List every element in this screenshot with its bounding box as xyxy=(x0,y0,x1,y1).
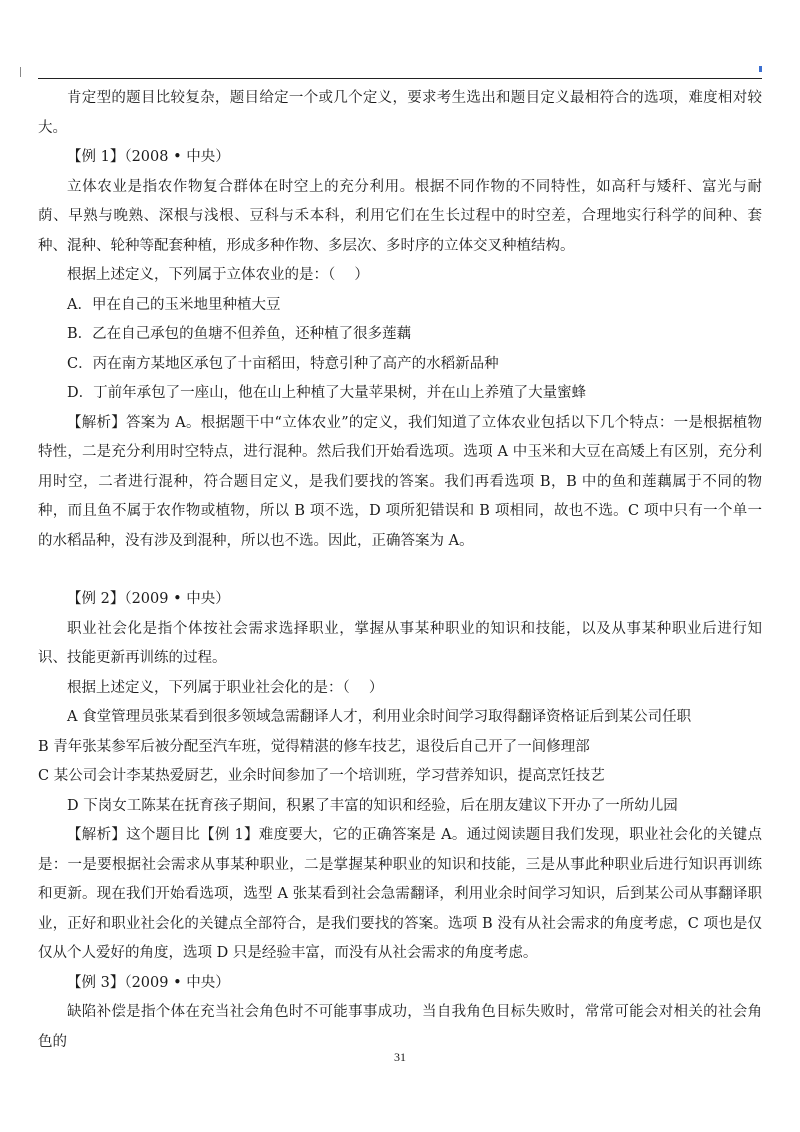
example-1-question: 根据上述定义，下列属于立体农业的是：（ ） xyxy=(67,267,369,283)
example-2-heading: 【例 2】（2009 • 中央） xyxy=(67,591,230,607)
example-1-option-b: B．乙在自己承包的鱼塘不但养鱼，还种植了很多莲藕 xyxy=(67,326,412,342)
example-1-option-a: A．甲在自己的玉米地里种植大豆 xyxy=(67,296,281,313)
example-2-option-c: C 某公司会计李某热爱厨艺，业余时间参加了一个培训班，学习营养知识，提高烹饪技艺 xyxy=(38,768,605,784)
intro-paragraph: 肯定型的题目比较复杂，题目给定一个或几个定义，要求考生选出和题目定义最相符合的选项，难度相对较大。 xyxy=(38,90,762,136)
example-1-option-c: C．丙在南方某地区承包了十亩稻田，特意引种了高产的水稻新品种 xyxy=(67,355,499,372)
document-body xyxy=(38,84,762,1057)
page-number: 31 xyxy=(394,1050,406,1064)
example-1-option-d: D．丁前年承包了一座山，他在山上种植了大量苹果树，并在山上养殖了大量蜜蜂 xyxy=(67,385,587,401)
margin-mark-left xyxy=(20,67,21,77)
example-1-analysis: 【解析】答案为 A。根据题干中“立体农业”的定义，我们知道了立体农业包括以下几个特点：一是根据植物特性，二是充分利用时空特点，进行混种。然后我们开始看选项。选项 A 中玉米和大豆在高矮上有区别，充分利用时空，二者进行混种，符合题目定义，是我们要找的答案。我们再看选项 B，B 中的鱼和莲藕属于不同的物种，而且鱼不属于农作物或植物，所以 B 项不选，D 项所犯错误和 B 项相同，故也不选。C 项中只有一个单一的水稻品种，没有涉及到混种，所以也不选。因此，正确答案为 A。 xyxy=(38,414,762,549)
header-rule xyxy=(38,78,762,79)
example-1-definition: 立体农业是指农作物复合群体在时空上的充分利用。根据不同作物的不同特性，如高秆与矮秆、富光与耐荫、早熟与晚熟、深根与浅根、豆科与禾本科，利用它们在生长过程中的时空差，合理地实行科学的间种、套种、混种、轮种等配套种植，形成多种作物、多层次、多时序的立体交叉种植结构。 xyxy=(38,178,762,254)
example-3-heading: 【例 3】（2009 • 中央） xyxy=(67,974,230,991)
example-2-definition: 职业社会化是指个体按社会需求选择职业，掌握从事某种职业的知识和技能，以及从事某种职业后进行知识、技能更新再训练的过程。 xyxy=(38,620,762,666)
margin-mark-right xyxy=(759,66,762,72)
example-3-definition: 缺陷补偿是指个体在充当社会角色时不可能事事成功，当自我角色目标失败时，常常可能会对相关的社会角色的 xyxy=(38,1004,762,1050)
example-1-heading: 【例 1】（2008 • 中央） xyxy=(67,149,230,165)
section-gap xyxy=(38,556,762,585)
example-2-analysis: 【解析】这个题目比【例 1】难度要大，它的正确答案是 A。通过阅读题目我们发现，职业社会化的关键点是：一是要根据社会需求从事某种职业，二是掌握某种职业的知识和技能，三是从事此种职业后进行知识再训练和更新。现在我们开始看选项，选型 A 张某看到社会急需翻译，利用业余时间学习知识，后到某公司从事翻译职业，正好和职业社会化的关键点全部符合，是我们要找的答案。选项 B 没有从社会需求的角度考虑，C 项也是仅仅从个人爱好的角度，选项 D 只是经验丰富，而没有从社会需求的角度考虑。 xyxy=(38,827,762,961)
example-2-option-a: A 食堂管理员张某看到很多领域急需翻译人才，利用业余时间学习取得翻译资格证后到某公司任职 xyxy=(67,709,692,725)
example-2-option-b: B 青年张某参军后被分配至汽车班，觉得精湛的修车技艺，退役后自己开了一间修理部 xyxy=(38,738,590,755)
example-2-question: 根据上述定义，下列属于职业社会化的是：（ ） xyxy=(67,679,384,696)
example-2-option-d: D 下岗女工陈某在抚育孩子期间，积累了丰富的知识和经验，后在朋友建议下开办了一所幼儿园 xyxy=(67,797,678,814)
